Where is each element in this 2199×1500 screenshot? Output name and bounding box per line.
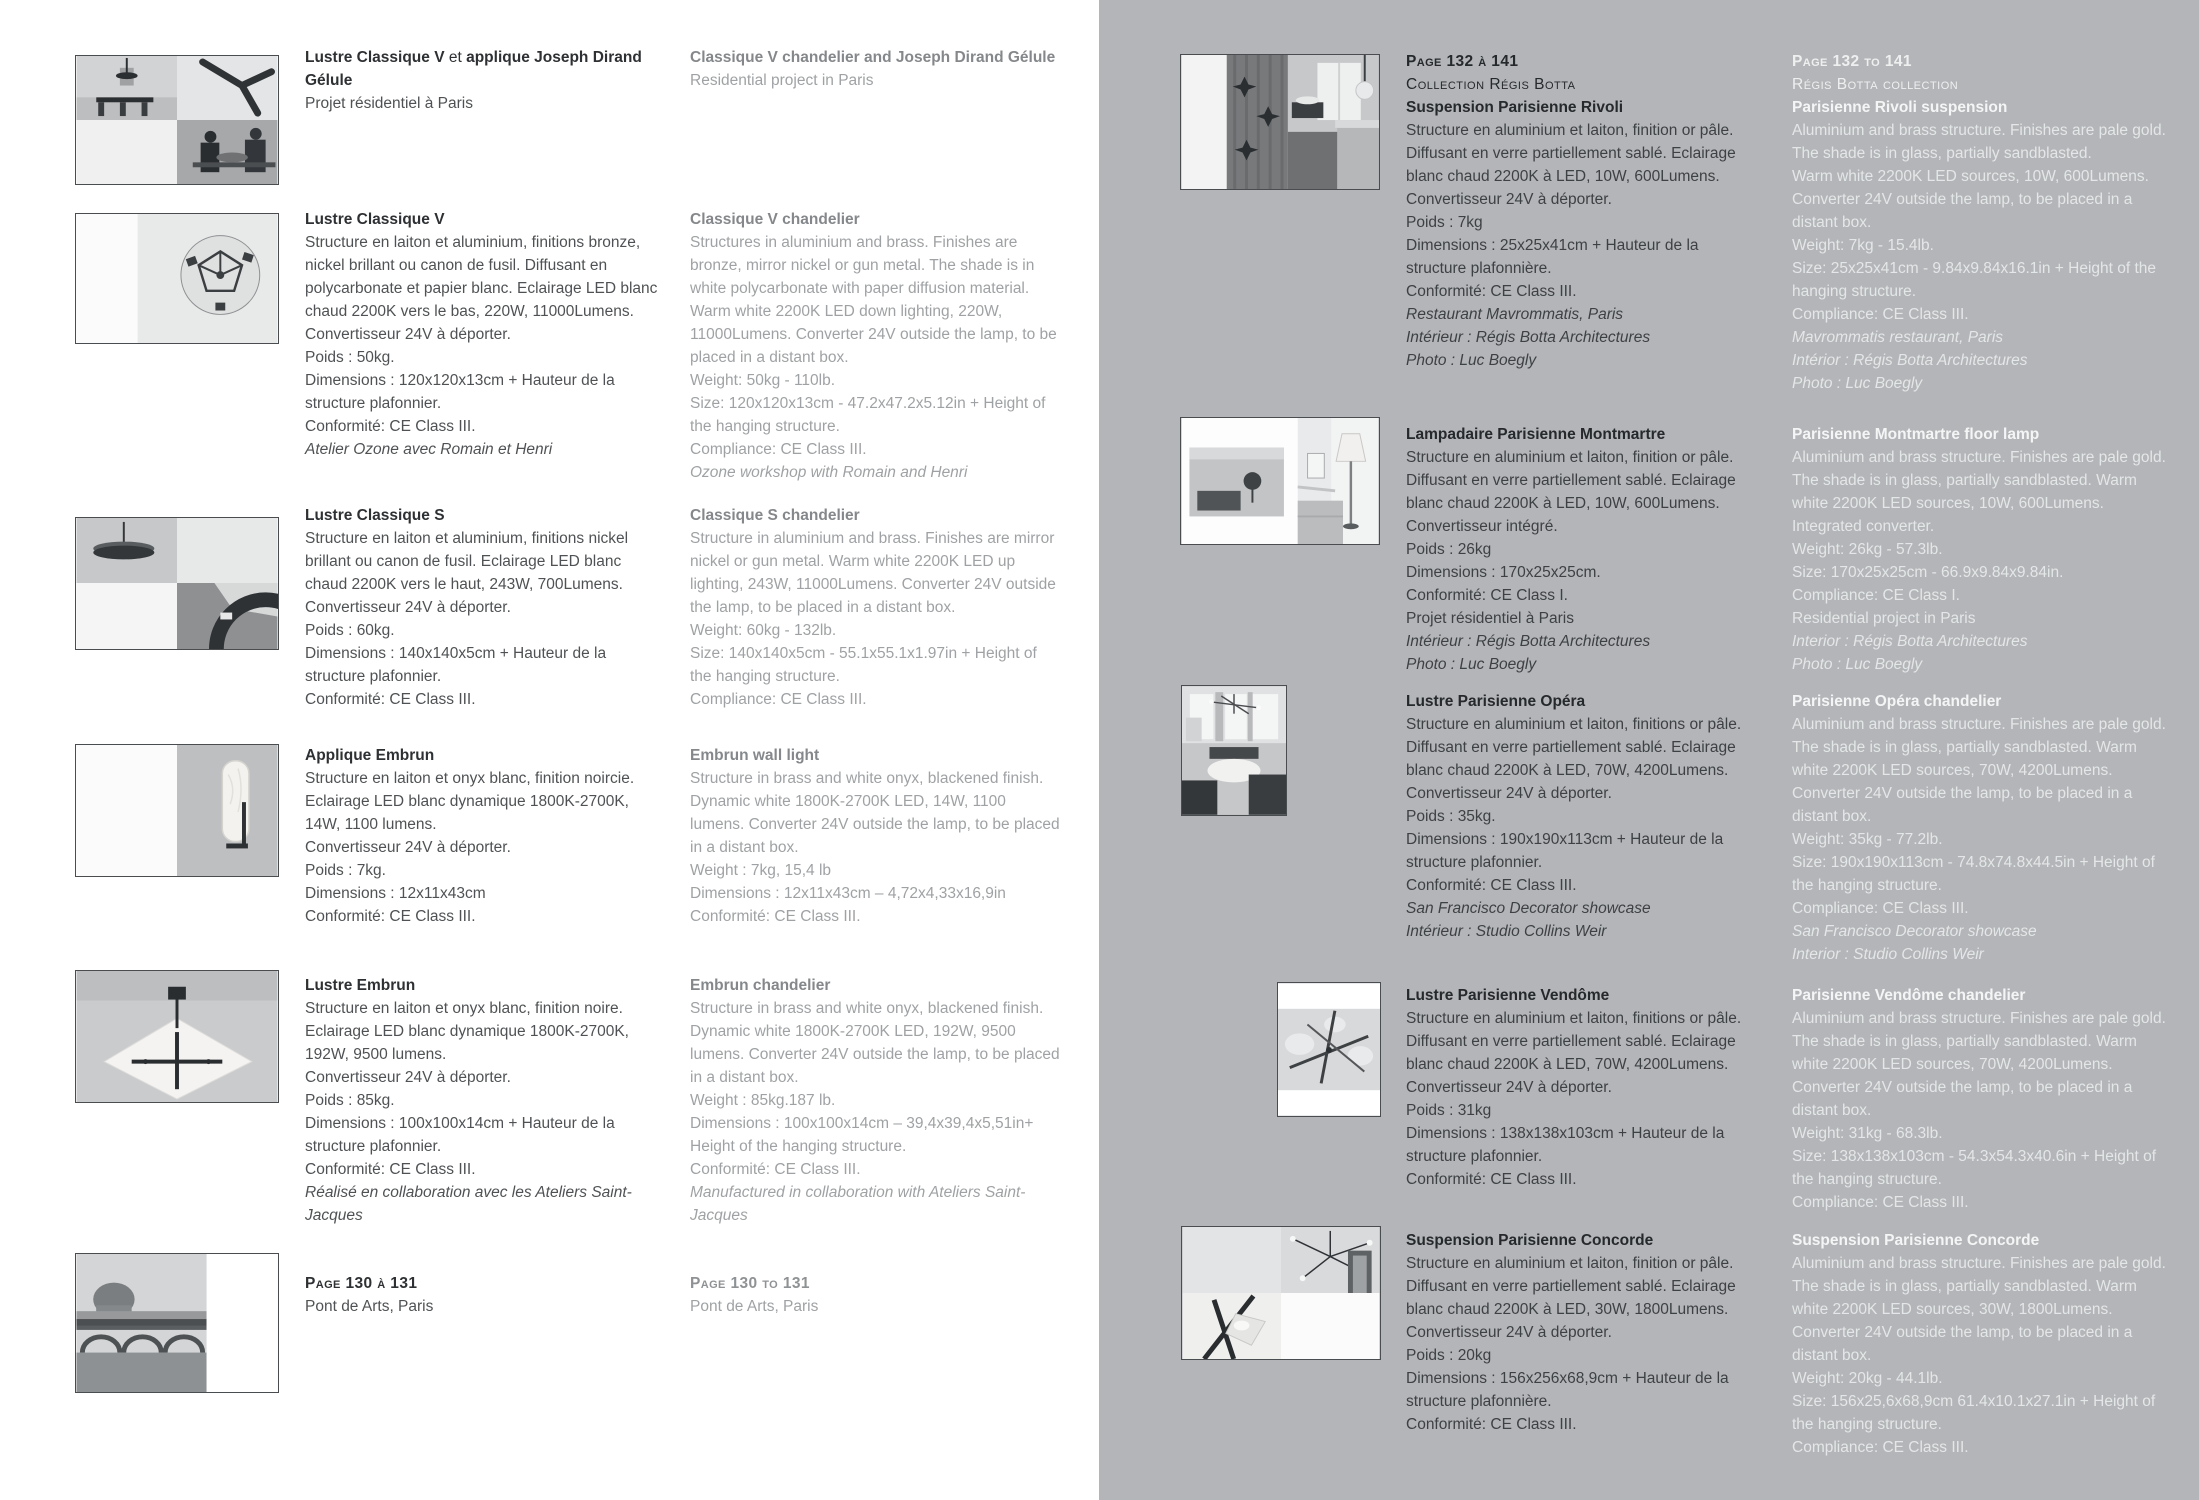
dining-room-collage-image xyxy=(76,56,278,184)
onyx-wall-light-image xyxy=(76,745,278,876)
product-size: Dimensions : 140x140x5cm + Hauteur de la structure plafonnier. xyxy=(305,645,607,685)
product-title: Parisienne Opéra chandelier xyxy=(1792,693,2002,710)
product-credit: Intérior : Régis Botta Architectures xyxy=(1792,352,2028,369)
product-credit: San Francisco Decorator showcase xyxy=(1406,900,1651,917)
vendome-block-en xyxy=(1792,984,2168,1214)
product-desc: Eclairage LED blanc dynamique 1800K-2700K, 192W, 9500 lumens. xyxy=(305,1023,629,1063)
product-desc: Structure in aluminium and brass. Finishes are mirror nickel or gun metal. Warm white 2200K LED up lighting, 243W, 11000Lumens. Converter 24V outside the lamp, to be placed in a distant box. xyxy=(690,530,1056,616)
photo-montmartre-interior xyxy=(1180,417,1380,545)
product-credit: Intérieur : Régis Botta Architectures xyxy=(1406,329,1651,346)
product-compliance: Compliance: CE Class III. xyxy=(690,691,867,708)
intro-block-fr xyxy=(305,46,665,115)
product-credit: Interior : Studio Collins Weir xyxy=(1792,946,1984,963)
product-credit: San Francisco Decorator showcase xyxy=(1792,923,2037,940)
rivoli-block-en xyxy=(1792,50,2168,395)
product-compliance: Conformité: CE Class III. xyxy=(1406,1416,1577,1433)
intro-title-en: Classique V chandelier and Joseph Dirand Gélule xyxy=(690,49,1056,66)
product-credit: Interior : Régis Botta Architectures xyxy=(1792,633,2028,650)
opera-block-en xyxy=(1792,690,2168,966)
suspension-collage-image xyxy=(1182,1227,1380,1359)
product-credit: Réalisé en collaboration avec les Ateliers Saint-Jacques xyxy=(305,1184,632,1224)
product-weight: Poids : 85kg. xyxy=(305,1092,395,1109)
photo-rivoli-restaurant xyxy=(1180,54,1380,190)
bridge-photo-image xyxy=(76,1254,278,1392)
product-compliance: Compliance: CE Class I. xyxy=(1792,587,1960,604)
opera-block-fr xyxy=(1406,690,1758,943)
product-size: Size: 138x138x103cm - 54.3x54.3x40.6in + Height of the hanging structure. xyxy=(1792,1148,2157,1188)
product-compliance: Compliance: CE Class III. xyxy=(1792,1439,1969,1456)
product-compliance: Compliance: CE Class III. xyxy=(1792,900,1969,917)
product-weight: Poids : 35kg. xyxy=(1406,808,1496,825)
product-desc: Structures in aluminium and brass. Finishes are bronze, mirror nickel or gun metal. The shade is in white polycarbonate with paper diffusion material. Warm white 2200K LED down lighting, 220W, 11000Lumens. Converter 24V outside the lamp, to be placed in a distant box. xyxy=(690,234,1057,366)
product-compliance: Conformité: CE Class III. xyxy=(1406,283,1577,300)
product-desc: Aluminium and brass structure. Finishes are pale gold. The shade is in glass, partially sandblasted. xyxy=(1792,122,2166,162)
photo-opera-living-room xyxy=(1181,685,1287,816)
product-compliance: Conformité: CE Class I. xyxy=(1406,587,1568,604)
classique-v-block-en xyxy=(690,208,1062,484)
intro-title-fr: Lustre Classique V et applique Joseph Dirand Gélule xyxy=(305,49,642,89)
product-compliance: Conformité: CE Class III. xyxy=(305,418,476,435)
product-compliance: Conformité: CE Class III. xyxy=(305,1161,476,1178)
product-desc: Structure en aluminium et laiton, finition or pâle. Diffusant en verre partiellement sablé. Eclairage blanc chaud 2200K à LED, 30W, 1800Lumens. Convertisseur 24V à déporter. xyxy=(1406,1255,1736,1341)
product-credit: Photo : Luc Boegly xyxy=(1406,352,1537,369)
product-weight: Poids : 60kg. xyxy=(305,622,395,639)
product-size: Size: 190x190x113cm - 74.8x74.8x44.5in + Height of the hanging structure. xyxy=(1792,854,2155,894)
product-desc: Structure in brass and white onyx, blackened finish. xyxy=(690,1000,1044,1017)
product-title: Embrun chandelier xyxy=(690,977,831,994)
classique-s-block-en xyxy=(690,504,1062,711)
product-title: Suspension Parisienne Concorde xyxy=(1792,1232,2040,1249)
product-desc: Dynamic white 1800K-2700K LED, 192W, 9500 lumens. Converter 24V outside the lamp, to be placed in a distant box. xyxy=(690,1023,1060,1086)
product-compliance: Conformité: CE Class III. xyxy=(1406,1171,1577,1188)
product-title: Lustre Classique V xyxy=(305,211,445,228)
page-reference-en: Page 132 to 141 xyxy=(1792,53,1912,70)
page-reference-en: Page 130 to 131 xyxy=(690,1275,810,1292)
product-project: Residential project in Paris xyxy=(1792,610,1976,627)
product-size: Dimensions : 138x138x103cm + Hauteur de la structure plafonnier. xyxy=(1406,1125,1725,1165)
product-title: Parisienne Rivoli suspension xyxy=(1792,99,2008,116)
lustre-embrun-block-fr xyxy=(305,974,665,1227)
living-room-image xyxy=(1182,686,1286,815)
concorde-block-en xyxy=(1792,1229,2168,1459)
product-title: Suspension Parisienne Rivoli xyxy=(1406,99,1624,116)
photo-vendome-ceiling xyxy=(1277,982,1381,1117)
product-compliance: Conformité: CE Class III. xyxy=(690,1161,861,1178)
branch-chandelier-image xyxy=(1278,983,1380,1116)
product-credit: Manufactured in collaboration with Ateliers Saint-Jacques xyxy=(690,1184,1026,1224)
product-size: Dimensions : 25x25x41cm + Hauteur de la structure plafonnière. xyxy=(1406,237,1699,277)
product-title: Embrun wall light xyxy=(690,747,820,764)
montmartre-block-en xyxy=(1792,423,2168,676)
product-title: Lustre Embrun xyxy=(305,977,416,994)
product-compliance: Conformité: CE Class III. xyxy=(305,908,476,925)
product-weight: Weight: 50kg - 110lb. xyxy=(690,372,836,389)
floor-lamp-interior-image xyxy=(1181,418,1379,544)
collection-title-fr: Collection Régis Botta xyxy=(1406,76,1576,93)
intro-block-en xyxy=(690,46,1062,92)
footer-block-en xyxy=(690,1272,1062,1318)
photo-classique-v-installation xyxy=(75,55,279,185)
product-desc: Structure en aluminium et laiton, finitions or pâle. Diffusant en verre partiellement sablé. Eclairage blanc chaud 2200K à LED, 70W, 4200Lumens. Convertisseur 24V à déporter. xyxy=(1406,1010,1742,1096)
product-credit: Mavrommatis restaurant, Paris xyxy=(1792,329,2004,346)
product-credit: Atelier Ozone avec Romain et Henri xyxy=(305,441,553,458)
photo-applique-embrun-product xyxy=(75,744,279,877)
product-desc: Structure en laiton et aluminium, finitions nickel brillant ou canon de fusil. Eclairage LED blanc chaud 2200K vers le haut, 243W, 700Lumens. Convertisseur 24V à déporter. xyxy=(305,530,629,616)
product-title: Parisienne Vendôme chandelier xyxy=(1792,987,2026,1004)
product-project: Projet résidentiel à Paris xyxy=(1406,610,1574,627)
applique-embrun-block-fr xyxy=(305,744,665,928)
classique-v-block-fr xyxy=(305,208,665,461)
product-compliance: Compliance: CE Class III. xyxy=(1792,1194,1969,1211)
product-weight: Poids : 50kg. xyxy=(305,349,395,366)
photo-classique-s-product xyxy=(75,517,279,650)
product-size: Dimensions : 12x11x43cm xyxy=(305,885,486,902)
photo-concorde-collage xyxy=(1181,1226,1381,1360)
product-desc: Dynamic white 1800K-2700K LED, 14W, 1100 lumens. Converter 24V outside the lamp, to be placed in a distant box. xyxy=(690,793,1060,856)
product-desc: Aluminium and brass structure. Finishes are pale gold. The shade is in glass, partially sandblasted. Warm white 2200K LED sources, 30W, 1800Lumens. Converter 24V outside the lamp, to be placed in a distant box. xyxy=(1792,1255,2166,1364)
product-desc: Eclairage LED blanc dynamique 1800K-2700K, 14W, 1100 lumens. xyxy=(305,793,629,833)
product-size: Dimensions : 190x190x113cm + Hauteur de la structure plafonnier. xyxy=(1406,831,1724,871)
round-chandelier-image xyxy=(76,214,278,343)
product-weight: Weight: 26kg - 57.3lb. xyxy=(1792,541,1943,558)
product-desc: Aluminium and brass structure. Finishes are pale gold. The shade is in glass, partially sandblasted. Warm white 2200K LED sources, 70W, 4200Lumens. Converter 24V outside the lamp, to be placed in a distant box. xyxy=(1792,1010,2166,1119)
vendome-block-fr xyxy=(1406,984,1758,1191)
product-size: Size: 170x25x25cm - 66.9x9.84x9.84in. xyxy=(1792,564,2064,581)
product-desc: Structure en laiton et onyx blanc, finition noire. xyxy=(305,1000,623,1017)
photo-lustre-embrun-product xyxy=(75,970,279,1103)
page-reference-fr: Page 130 à 131 xyxy=(305,1275,418,1292)
product-size: Size: 156x25,6x68,9cm 61.4x10.1x27.1in + Height of the hanging structure. xyxy=(1792,1393,2156,1433)
product-size: Size: 140x140x5cm - 55.1x55.1x1.97in + Height of the hanging structure. xyxy=(690,645,1037,685)
product-size: Dimensions : 170x25x25cm. xyxy=(1406,564,1601,581)
product-weight: Weight: 20kg - 44.1lb. xyxy=(1792,1370,1943,1387)
product-title: Lustre Classique S xyxy=(305,507,445,524)
product-compliance: Conformité: CE Class III. xyxy=(690,908,861,925)
photo-classique-v-product xyxy=(75,213,279,344)
product-title: Classique S chandelier xyxy=(690,507,860,524)
product-weight: Weight: 31kg - 68.3lb. xyxy=(1792,1125,1943,1142)
product-title: Parisienne Montmartre floor lamp xyxy=(1792,426,2040,443)
product-credit: Photo : Luc Boegly xyxy=(1792,656,1923,673)
product-size: Dimensions : 100x100x14cm – 39,4x39,4x5,51in+ Height of the hanging structure. xyxy=(690,1115,1034,1155)
product-weight: Poids : 7kg xyxy=(1406,214,1483,231)
product-title: Applique Embrun xyxy=(305,747,435,764)
rivoli-block-fr xyxy=(1406,50,1758,372)
product-desc: Structure en aluminium et laiton, finition or pâle. Diffusant en verre partiellement sablé. Eclairage blanc chaud 2200K à LED, 10W, 600Lumens. Convertisseur 24V à déporter. xyxy=(1406,122,1736,208)
photo-pont-des-arts xyxy=(75,1253,279,1393)
collection-title-en: Régis Botta collection xyxy=(1792,76,1959,93)
product-desc: Aluminium and brass structure. Finishes are pale gold. The shade is in glass, partially sandblasted. Warm white 2200K LED sources, 70W, 4200Lumens. Converter 24V outside the lamp, to be placed in a distant box. xyxy=(1792,716,2166,825)
product-weight: Poids : 31kg xyxy=(1406,1102,1492,1119)
page-caption-en: Pont de Arts, Paris xyxy=(690,1298,819,1315)
product-credit: Photo : Luc Boegly xyxy=(1406,656,1537,673)
montmartre-block-fr xyxy=(1406,423,1758,676)
product-weight: Weight : 85kg.187 lb. xyxy=(690,1092,836,1109)
classique-s-block-fr xyxy=(305,504,665,711)
page-reference-fr: Page 132 à 141 xyxy=(1406,53,1519,70)
product-credit: Intérieur : Studio Collins Weir xyxy=(1406,923,1607,940)
concorde-block-fr xyxy=(1406,1229,1758,1436)
product-title: Classique V chandelier xyxy=(690,211,860,228)
product-credit: Photo : Luc Boegly xyxy=(1792,375,1923,392)
intro-subtitle-en: Residential project in Paris xyxy=(690,72,874,89)
intro-subtitle-fr: Projet résidentiel à Paris xyxy=(305,95,473,112)
product-desc: Convertisseur 24V à déporter. xyxy=(305,839,511,856)
product-size: Dimensions : 12x11x43cm – 4,72x4,33x16,9in xyxy=(690,885,1006,902)
product-weight: Weight : 7kg, 15,4 lb xyxy=(690,862,832,879)
product-compliance: Conformité: CE Class III. xyxy=(1406,877,1577,894)
product-compliance: Compliance: CE Class III. xyxy=(1792,306,1969,323)
product-weight: Poids : 7kg. xyxy=(305,862,386,879)
embrun-chandelier-block-en xyxy=(690,974,1062,1227)
product-weight: Weight: 35kg - 77.2lb. xyxy=(1792,831,1943,848)
product-desc: Warm white 2200K LED sources, 10W, 600Lumens. Converter 24V outside the lamp, to be placed in a distant box. xyxy=(1792,168,2149,231)
product-desc: Structure in brass and white onyx, blackened finish. xyxy=(690,770,1044,787)
page-caption-fr: Pont de Arts, Paris xyxy=(305,1298,434,1315)
product-credit: Restaurant Mavrommatis, Paris xyxy=(1406,306,1624,323)
product-desc: Convertisseur 24V à déporter. xyxy=(305,1069,511,1086)
square-onyx-chandelier-image xyxy=(76,971,278,1102)
footer-block-fr xyxy=(305,1272,665,1318)
product-weight: Weight: 60kg - 132lb. xyxy=(690,622,837,639)
product-compliance: Compliance: CE Class III. xyxy=(690,441,867,458)
product-desc: Structure en aluminium et laiton, finition or pâle. Diffusant en verre partiellement sablé. Eclairage blanc chaud 2200K à LED, 10W, 600Lumens. Convertisseur intégré. xyxy=(1406,449,1736,535)
restaurant-interior-image xyxy=(1181,55,1379,189)
product-desc: Structure en laiton et onyx blanc, finition noircie. xyxy=(305,770,635,787)
embrun-wall-light-block-en xyxy=(690,744,1062,928)
product-title: Lampadaire Parisienne Montmartre xyxy=(1406,426,1666,443)
product-size: Size: 25x25x41cm - 9.84x9.84x16.1in + Height of the hanging structure. xyxy=(1792,260,2157,300)
product-desc: Structure en aluminium et laiton, finitions or pâle. Diffusant en verre partiellement sablé. Eclairage blanc chaud 2200K à LED, 70W, 4200Lumens. Convertisseur 24V à déporter. xyxy=(1406,716,1742,802)
product-title: Suspension Parisienne Concorde xyxy=(1406,1232,1654,1249)
product-credit: Ozone workshop with Romain and Henri xyxy=(690,464,968,481)
product-compliance: Conformité: CE Class III. xyxy=(305,691,476,708)
product-size: Dimensions : 156x256x68,9cm + Hauteur de la structure plafonnière. xyxy=(1406,1370,1729,1410)
product-weight: Weight: 7kg - 15.4lb. xyxy=(1792,237,1934,254)
product-title: Lustre Parisienne Vendôme xyxy=(1406,987,1610,1004)
product-weight: Poids : 26kg xyxy=(1406,541,1492,558)
product-desc: Aluminium and brass structure. Finishes are pale gold. The shade is in glass, partially sandblasted. Warm white 2200K LED sources, 10W, 600Lumens. Integrated converter. xyxy=(1792,449,2166,535)
product-credit: Intérieur : Régis Botta Architectures xyxy=(1406,633,1651,650)
product-size: Size: 120x120x13cm - 47.2x47.2x5.12in + Height of the hanging structure. xyxy=(690,395,1046,435)
product-size: Dimensions : 100x100x14cm + Hauteur de la structure plafonnier. xyxy=(305,1115,615,1155)
disc-chandelier-collage-image xyxy=(76,518,278,649)
product-weight: Poids : 20kg xyxy=(1406,1347,1492,1364)
product-title: Lustre Parisienne Opéra xyxy=(1406,693,1586,710)
product-desc: Structure en laiton et aluminium, finitions bronze, nickel brillant ou canon de fusil. Diffusant en polycarbonate et papier blanc. Eclairage LED blanc chaud 2200K vers le bas, 220W, 11000Lumens. Convertisseur 24V à déporter. xyxy=(305,234,658,343)
product-size: Dimensions : 120x120x13cm + Hauteur de la structure plafonnier. xyxy=(305,372,615,412)
